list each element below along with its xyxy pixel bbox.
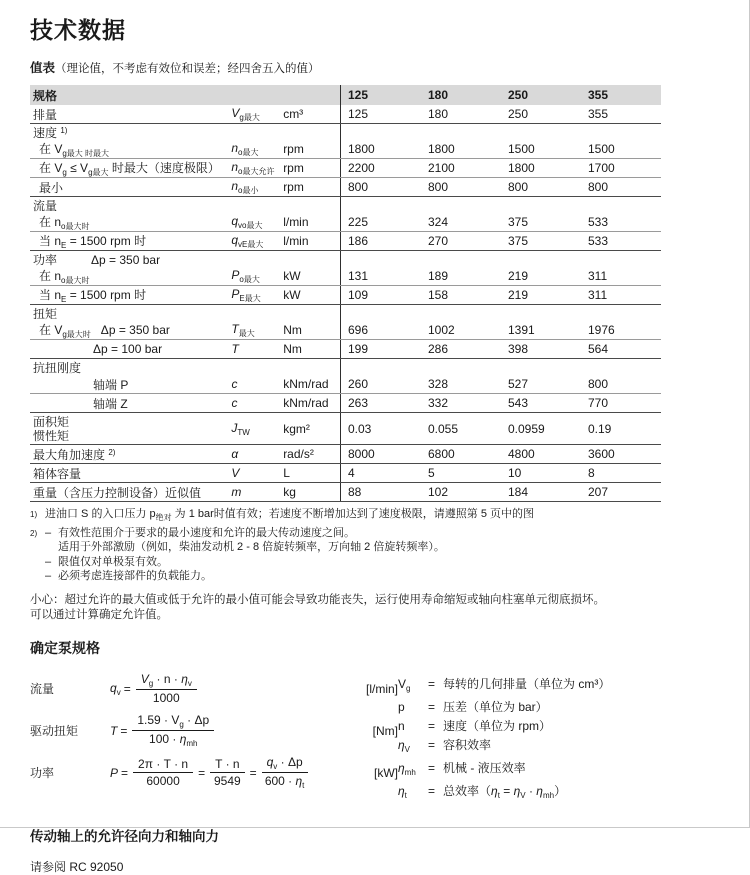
table-row (30, 105, 661, 124)
value-cell: 398 (508, 342, 529, 356)
value-cell: 355 (588, 107, 609, 121)
size-column-header: 180 (428, 88, 449, 102)
spec-label: 抗扭刚度 (33, 360, 82, 375)
footnote-line (45, 540, 731, 555)
fraction-numerator: $q_v \cdot \Delta p$ (262, 755, 308, 773)
value-cell: 800 (348, 180, 369, 194)
symbol-cell: c (231, 377, 238, 391)
page-title: 技术数据 (30, 17, 126, 43)
value-cell: 219 (508, 288, 529, 302)
unit-cell: kNm/rad (283, 377, 329, 391)
legend-row (398, 675, 610, 698)
value-cell: 207 (588, 485, 609, 499)
value-cell: 199 (348, 342, 369, 356)
formula-list (30, 673, 398, 805)
legend-definition: 容积效率 (443, 737, 492, 752)
value-cells (340, 483, 661, 501)
footnote-text: 必须考虑连接部件的负载能力。 (58, 570, 212, 582)
formula-label: 驱动扭矩 (30, 724, 79, 738)
symbol-cell: $J_{TW}$ (231, 420, 250, 437)
unit-cell: l/min (283, 215, 309, 229)
unit-cell: L (283, 466, 290, 480)
value-cell: 8 (588, 466, 595, 480)
legend-equals: = (428, 737, 436, 752)
table-row (30, 232, 661, 251)
symbol-cell: m (231, 485, 242, 499)
value-cell: 131 (348, 269, 369, 283)
value-cell: 324 (428, 215, 449, 229)
caution-note (30, 593, 731, 623)
symbol-cell: $n_{o最小}$ (231, 178, 259, 195)
fraction-numerator: 2π · T · n (133, 757, 193, 773)
footnote-lines (45, 507, 731, 526)
table-section-row (30, 251, 661, 267)
value-cell: 189 (428, 269, 449, 283)
footnote-text: 进油口 S 的入口压力 $p_{绝对}$ 为 1 bar时值有效；若速度不断增加达到了速度极限，请遵照第 5 页中的图 (45, 508, 535, 522)
footnote-line (45, 555, 731, 570)
legend-definition: 压差（单位为 bar） (443, 699, 548, 714)
table-row (30, 159, 661, 178)
value-cell: 1800 (348, 142, 375, 156)
unit-cell: kg (283, 485, 296, 499)
unit-cell: kNm/rad (283, 396, 329, 410)
value-cell: 1500 (508, 142, 535, 156)
subtitle-label: 值表 (30, 61, 56, 75)
table-subtitle (30, 58, 731, 76)
symbol-cell: $n_{o最大}$ (231, 140, 259, 157)
spec-label: 排量 (33, 107, 58, 122)
unit-cell: rpm (283, 142, 304, 156)
footnote-marker: 2) (30, 528, 38, 538)
fraction-denominator: 1000 (152, 691, 180, 705)
value-cell: 800 (428, 180, 449, 194)
value-cell: 1002 (428, 323, 455, 337)
table-section-row (30, 359, 661, 375)
value-cell: 0.0959 (508, 421, 545, 436)
equals-sign: = (198, 765, 206, 780)
fraction-denominator: $600 \cdot \eta_t$ (264, 774, 305, 790)
value-cell: 1700 (588, 161, 615, 175)
footnote (30, 507, 731, 526)
legend-row (398, 759, 610, 782)
value-cells (340, 286, 661, 304)
value-cell: 4 (348, 466, 355, 480)
table-row (30, 413, 661, 445)
table-section-row (30, 305, 661, 321)
value-cell: 270 (428, 234, 449, 248)
value-cell: 184 (508, 485, 529, 499)
formula-row (30, 673, 398, 705)
spec-label (30, 415, 231, 443)
pump-sizing-heading: 确定泵规格 (30, 639, 100, 656)
formula-unit: [l/min] (365, 681, 398, 696)
symbol-cell: $q_{vo最大}$ (231, 213, 263, 230)
formula-lhs: T (110, 723, 118, 738)
value-cell: 0.19 (588, 421, 612, 436)
symbol-cell: $P_{E最大}$ (231, 286, 261, 303)
value-cells (340, 197, 661, 213)
spec-label: 流量 (33, 198, 58, 213)
fraction (210, 757, 244, 788)
legend-symbol: $\eta_t$ (398, 783, 407, 800)
footnote-marker: 1) (30, 510, 38, 519)
legend-equals: = (428, 676, 436, 691)
footnote-line (45, 569, 731, 584)
value-cells (340, 159, 661, 177)
symbol-cell: $V_{g最大}$ (231, 105, 260, 122)
spec-label: Δp = 100 bar (93, 342, 163, 356)
value-cell: 328 (428, 377, 449, 391)
fraction-numerator: T · n (210, 757, 244, 773)
value-cell: 250 (508, 107, 529, 121)
table-row (30, 286, 661, 305)
shaft-forces-heading: 传动轴上的允许径向力和轴向力 (30, 828, 219, 844)
value-cells (340, 321, 661, 339)
value-cell: 0.03 (348, 421, 372, 436)
value-cell: 2100 (428, 161, 455, 175)
value-cell: 543 (508, 396, 529, 410)
legend-definition: 总效率$(\eta_t = \eta_V \cdot \eta_{mh})$ (443, 783, 567, 800)
value-cell: 4800 (508, 447, 535, 461)
value-cell: 158 (428, 288, 449, 302)
table-row (30, 340, 661, 359)
value-cell: 8000 (348, 447, 375, 461)
value-cells (340, 413, 661, 444)
legend-equals: = (428, 718, 436, 733)
value-cell: 311 (588, 288, 608, 302)
value-cell: 696 (348, 323, 369, 337)
table-row (30, 375, 661, 394)
caution-line: 可以通过计算确定允许值。 (30, 608, 168, 621)
legend-row (398, 736, 610, 759)
value-cell: 5 (428, 466, 435, 480)
fraction (136, 672, 197, 705)
footnote-line (45, 526, 731, 541)
fraction (262, 755, 308, 790)
legend-equals: = (428, 783, 436, 798)
table-row (30, 213, 661, 232)
unit-cell: kgm² (283, 421, 310, 436)
value-cells (340, 445, 661, 463)
formula-lhs: P (110, 765, 119, 780)
value-cell: 125 (348, 107, 369, 121)
spec-label: 轴端 P (93, 377, 129, 392)
value-cells (340, 140, 661, 158)
value-cells (340, 394, 661, 412)
value-cell: 1800 (428, 142, 455, 156)
table-row (30, 267, 661, 286)
table-row (30, 464, 661, 483)
value-cell: 1391 (508, 323, 535, 337)
spec-label: 在 $n_{o最大时}$ (39, 214, 90, 231)
symbol-cell: $n_{o最大允许}$ (231, 159, 275, 176)
value-cell: 527 (508, 377, 529, 391)
legend-equals: = (428, 699, 436, 714)
formula-label: 功率 (30, 766, 55, 780)
formula-row (30, 715, 398, 747)
legend-definition: 速度（单位为 rpm） (443, 718, 552, 733)
symbol-legend (398, 673, 610, 805)
table-row (30, 140, 661, 159)
spec-label: 扭矩 (33, 306, 58, 321)
legend-symbol: $\eta_{mh}$ (398, 760, 416, 777)
size-column-header: 250 (508, 88, 529, 102)
value-cell: 564 (588, 342, 609, 356)
pump-sizing-section (30, 673, 731, 805)
value-cell: 533 (588, 234, 609, 248)
symbol-cell: α (231, 447, 239, 461)
spec-label-line: 面积矩 (33, 414, 70, 429)
value-cell: 800 (588, 377, 609, 391)
fraction (133, 757, 193, 788)
formula-label: 流量 (30, 682, 55, 696)
legend-symbol: $V_g$ (398, 676, 411, 693)
value-cell: 3600 (588, 447, 615, 461)
table-header-row (30, 85, 661, 105)
symbol-cell: V (231, 466, 240, 480)
value-cells (340, 232, 661, 250)
unit-cell: Nm (283, 342, 302, 356)
spec-label: 最小 (39, 180, 64, 195)
value-cells (340, 105, 661, 123)
legend-definition: 每转的几何排量（单位为 cm³） (443, 676, 611, 691)
size-column-header: 125 (348, 88, 369, 102)
value-cell: 180 (428, 107, 449, 121)
value-cell: 263 (348, 396, 369, 410)
spec-label-line: 惯性矩 (33, 428, 70, 443)
formula-lhs: $q_v$ (110, 680, 121, 697)
table-section-row (30, 197, 661, 213)
formula-row (30, 757, 398, 789)
equals-sign: = (123, 681, 131, 696)
spec-label: 当 $n_E = 1500$ rpm 时 (39, 288, 147, 304)
value-cell: 109 (348, 288, 369, 302)
footnote-text: 适用于外部激励（例如，柴油发动机 2 - 8 倍旋转频率，万向轴 2 倍旋转频率）。 (58, 541, 445, 553)
footnote-dash: – (45, 526, 52, 539)
fraction-denominator: 9549 (214, 774, 241, 788)
formula-unit: [Nm] (372, 723, 398, 738)
value-cells (340, 213, 661, 231)
legend-symbol: $\eta_V$ (398, 737, 411, 754)
spec-label: 箱体容量 (33, 466, 82, 481)
value-cells (340, 340, 661, 358)
unit-cell: kW (283, 288, 301, 302)
value-cells (340, 305, 661, 321)
spec-label: 功率 Δp = 350 bar (33, 252, 161, 267)
caution-line: 小心：超过允许的最大值或低于允许的最小值可能会导致功能丧失，运行使用寿命缩短或轴向柱塞单元彻底损坏。 (30, 593, 605, 606)
legend-row (398, 698, 610, 717)
value-cells (340, 359, 661, 375)
equals-sign: = (120, 723, 128, 738)
value-cell: 1800 (508, 161, 535, 175)
legend-definition: 机械 - 液压效率 (443, 760, 526, 775)
footnote (30, 526, 731, 584)
spec-label: 在 $n_{o最大时}$ (39, 268, 90, 285)
table-row (30, 178, 661, 197)
footnote-text: 限值仅对单极泵有效。 (58, 555, 168, 568)
footnote-lines (45, 526, 731, 584)
header-spec-label: 规格 (33, 88, 58, 103)
unit-cell: rpm (283, 161, 304, 175)
symbol-cell: c (231, 396, 238, 410)
value-cell: 800 (588, 180, 609, 194)
value-cells (340, 178, 661, 196)
fraction (132, 713, 214, 748)
spec-label: 在 $V_{g最大时}$ Δp = 350 bar (39, 322, 170, 339)
value-cell: 6800 (428, 447, 455, 461)
legend-row (398, 782, 610, 805)
value-cells (340, 251, 661, 267)
value-cell: 1500 (588, 142, 615, 156)
value-cell: 186 (348, 234, 369, 248)
size-column-header: 355 (588, 88, 609, 102)
fraction-denominator: $100 \cdot \eta_{mh}$ (149, 732, 198, 748)
value-cell: 0.055 (428, 421, 459, 436)
fraction-numerator: $V_g \cdot n \cdot \eta_v$ (136, 672, 197, 690)
spec-label: 最大角加速度 $^{2)}$ (33, 447, 116, 462)
symbol-cell: T (231, 342, 239, 356)
value-cells (340, 124, 661, 140)
spec-label: 速度 $^{1)}$ (33, 125, 68, 140)
footnote-dash (45, 540, 58, 555)
formula-unit: [kW] (374, 765, 398, 780)
value-cell: 533 (588, 215, 609, 229)
table-row (30, 445, 661, 464)
header-values (340, 85, 661, 105)
value-cell: 375 (508, 234, 529, 248)
value-cell: 88 (348, 485, 362, 499)
table-section-row (30, 124, 661, 140)
spec-label: 在 $V_g \le V_{g最大}$ 时最大（速度极限） (39, 160, 220, 177)
spec-table (30, 85, 661, 502)
value-cell: 2200 (348, 161, 375, 175)
value-cell: 102 (428, 485, 449, 499)
symbol-cell: $P_{o最大}$ (231, 267, 260, 284)
symbol-cell: $T_{最大}$ (231, 321, 255, 338)
footnote-dash: – (45, 555, 52, 568)
table-row (30, 321, 661, 340)
value-cell: 286 (428, 342, 449, 356)
value-cells (340, 267, 661, 285)
value-cell: 10 (508, 466, 522, 480)
unit-cell: Nm (283, 323, 302, 337)
legend-equals: = (428, 760, 436, 775)
equals-sign: = (249, 765, 257, 780)
footnote-dash: – (45, 570, 52, 582)
value-cells (340, 375, 661, 393)
table-row (30, 483, 661, 502)
unit-cell: kW (283, 269, 301, 283)
legend-row (398, 717, 610, 736)
value-cell: 219 (508, 269, 529, 283)
legend-symbol: n (398, 718, 405, 733)
table-row (30, 394, 661, 413)
symbol-cell: $q_{vE最大}$ (231, 232, 264, 249)
value-cell: 375 (508, 215, 529, 229)
shaft-forces-reference: 请参阅 RC 92050 (30, 859, 124, 874)
value-cell: 800 (508, 180, 529, 194)
subtitle-note: （理论值，不考虑有效位和误差；经四舍五入的值） (55, 63, 320, 75)
unit-cell: l/min (283, 234, 309, 248)
value-cell: 332 (428, 396, 449, 410)
value-cells (340, 464, 661, 482)
legend-symbol: p (398, 699, 405, 714)
spec-label: 当 $n_E = 1500$ rpm 时 (39, 234, 147, 250)
value-cell: 260 (348, 377, 369, 391)
spec-label: 在 $V_{g最大 时最大}$ (39, 141, 110, 158)
value-cell: 770 (588, 396, 609, 410)
footnotes (30, 507, 731, 584)
value-cell: 311 (588, 269, 608, 283)
value-cell: 225 (348, 215, 369, 229)
fraction-numerator: $1.59 \cdot V_g \cdot \Delta p$ (132, 713, 214, 731)
spec-label: 轴端 Z (93, 396, 128, 411)
footnote-text: 有效性范围介于要求的最小速度和允许的最大传动速度之间。 (58, 526, 355, 539)
unit-cell: cm³ (283, 107, 304, 121)
footnote-line (45, 507, 731, 526)
value-cell: 1976 (588, 323, 615, 337)
spec-label: 重量（含压力控制设备）近似值 (33, 485, 202, 500)
fraction-denominator: 60000 (146, 774, 180, 788)
unit-cell: rad/s² (283, 447, 314, 461)
unit-cell: rpm (283, 180, 304, 194)
equals-sign: = (121, 765, 129, 780)
